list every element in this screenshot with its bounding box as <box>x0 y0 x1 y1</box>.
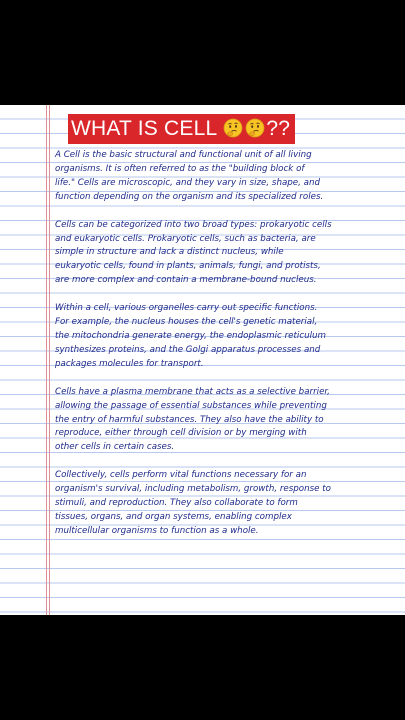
text-line: organisms. It is often referred to as the "building block of <box>55 163 305 174</box>
title-label: WHAT IS CELL <box>71 117 218 140</box>
paragraph <box>55 386 395 456</box>
thinking-face-icon <box>223 118 243 138</box>
text-line: packages molecules for transport. <box>55 358 204 369</box>
text-line: multicellular organisms to function as a whole. <box>55 525 259 536</box>
text-line: allowing the passage of essential substances while preventing <box>55 400 327 411</box>
text-line: For example, the nucleus houses the cell's genetic material, <box>55 317 318 328</box>
text-line: and eukaryotic cells. Prokaryotic cells, such as bacteria, are <box>55 233 316 244</box>
text-line: Cells have a plasma membrane that acts as a selective barrier, <box>55 386 330 397</box>
ruled-paper <box>0 105 405 615</box>
text-line: other cells in certain cases. <box>55 442 175 453</box>
text-line: organism's survival, including metabolism, growth, response to <box>55 484 331 495</box>
title-suffix: ?? <box>266 117 291 140</box>
paragraph <box>55 302 395 372</box>
text-line: Within a cell, various organelles carry out specific functions. <box>55 303 318 314</box>
text-line: the mitochondria generate energy, the endoplasmic reticulum <box>55 330 326 341</box>
text-line: life." Cells are microscopic, and they vary in size, shape, and <box>55 177 320 188</box>
text-line: A Cell is the basic structural and functional unit of all living <box>55 150 312 160</box>
text-line: tissues, organs, and organ systems, enabling complex <box>55 511 292 522</box>
margin-line <box>46 105 47 615</box>
margin-line <box>49 105 50 615</box>
text-line: are more complex and contain a membrane-bound nucleus. <box>55 275 317 286</box>
text-line: stimuli, and reproduction. They also collaborate to form <box>55 498 298 509</box>
paragraph <box>55 469 395 539</box>
handwritten-notes <box>55 149 395 553</box>
text-line: synthesizes proteins, and the Golgi apparatus processes and <box>55 344 321 355</box>
text-line: simple in structure and lack a distinct nucleus, while <box>55 247 284 258</box>
text-line: function depending on the organism and its specialized roles. <box>55 191 324 202</box>
paragraph <box>55 149 395 205</box>
text-line: eukaryotic cells, found in plants, animals, fungi, and protists, <box>55 261 321 272</box>
text-line: Cells can be categorized into two broad types: prokaryotic cells <box>55 219 332 230</box>
title-banner <box>68 114 295 144</box>
thinking-face-icon <box>245 118 265 138</box>
text-line: Collectively, cells perform vital functions necessary for an <box>55 470 307 481</box>
text-line: the entry of harmful substances. They also have the ability to <box>55 414 324 425</box>
text-line: reproduce, either through cell division or by merging with <box>55 428 307 439</box>
paragraph <box>55 219 395 289</box>
page-title <box>68 114 290 144</box>
